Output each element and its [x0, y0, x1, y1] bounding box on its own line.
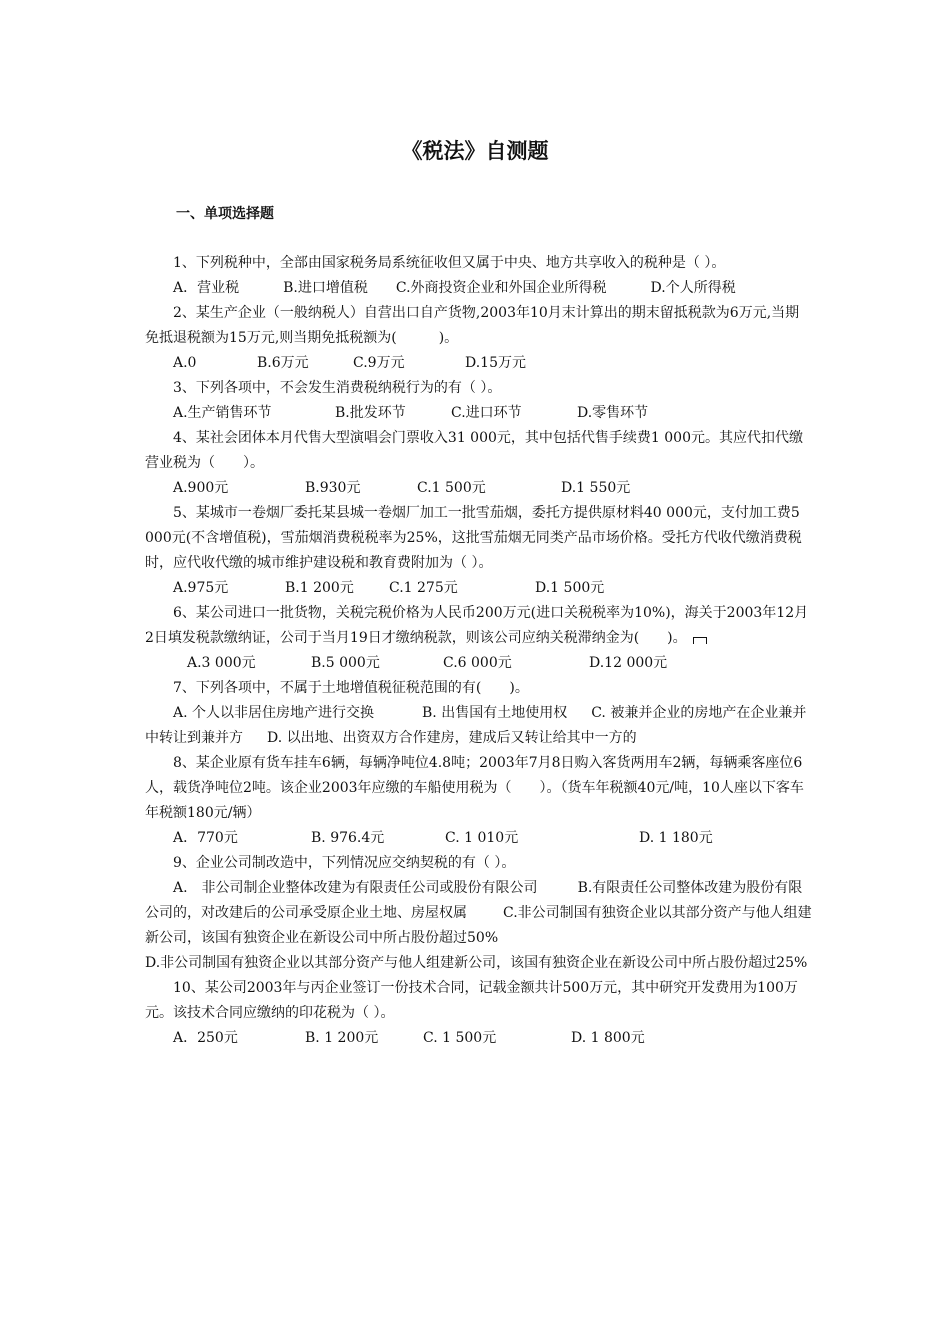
question-9-options-abc: [145, 876, 813, 951]
option-a: A.3 000元: [187, 655, 256, 671]
question-5-stem: 5、某城市一卷烟厂委托某县城一卷烟厂加工一批雪茄烟，委托方提供原材料40 000元，支付加工费5 000元(不含增值税)，雪茄烟消费税税率为25%，这批雪茄烟无同类产品市场价格。受托方代收代缴消费税时，应代收代缴的城市维护建设税和教育费附加为（ ）。: [145, 505, 802, 571]
question-list: [145, 251, 813, 1051]
option-d: D.零售环节: [577, 405, 649, 421]
option-d: D.1 550元: [561, 480, 631, 496]
option-d: D. 1 800元: [571, 1030, 645, 1046]
option-a: A．250元: [173, 1030, 238, 1046]
question-8-stem: 8、某企业原有货车挂车6辆，每辆净吨位4.8吨；2003年7月8日购入客货两用车2辆，每辆乘客座位6人，载货净吨位2吨。该企业2003年应缴的车船使用税为（ ）。（货车年税额40元/吨，10人座以下客车年税额180元/辆）: [145, 755, 804, 821]
option-d: D.1 500元: [535, 580, 605, 596]
option-b: B.930元: [305, 480, 361, 496]
option-b: B.进口增值税: [283, 280, 368, 296]
option-b: B. 1 200元: [305, 1030, 379, 1046]
option-a: A．营业税: [173, 280, 240, 296]
option-d: D.非公司制国有独资企业以其部分资产与他人组建新公司，该国有独资企业在新设公司中所占股份超过25%: [145, 955, 808, 971]
edit-mark-icon: [693, 637, 707, 644]
question-3-stem: 3、下列各项中，不会发生消费税纳税行为的有（ ）。: [173, 380, 502, 396]
option-d: D.15万元: [465, 355, 526, 371]
option-d: D.12 000元: [589, 655, 668, 671]
option-c: C.9万元: [353, 355, 405, 371]
question-4-options: [173, 476, 813, 501]
option-b: B.5 000元: [311, 655, 380, 671]
option-c: C.1 275元: [389, 580, 458, 596]
section-heading: 一、单项选择题: [176, 206, 274, 222]
option-c: C. 1 500元: [423, 1030, 497, 1046]
option-a: A.975元: [173, 580, 229, 596]
option-c: C.外商投资企业和外国企业所得税: [395, 280, 607, 296]
option-b: B.有限责任公司整体改建为股份有限公司的，对改建后的公司承受原企业土地、房屋权属: [145, 880, 803, 921]
question-6-options: [187, 651, 813, 676]
question-5-options: [173, 576, 813, 601]
option-a: A．770元: [173, 830, 238, 846]
question-4-stem: 4、某社会团体本月代售大型演唱会门票收入31 000元，其中包括代售手续费1 000元。其应代扣代缴营业税为（ ）。: [145, 430, 803, 471]
question-2-stem: 2、某生产企业（一般纳税人）自营出口自产货物,2003年10月末计算出的期末留抵税款为6万元,当期免抵退税额为15万元,则当期免抵税额为( )。: [145, 305, 800, 346]
option-b: B.1 200元: [285, 580, 354, 596]
question-1-stem: 1、下列税种中，全部由国家税务局系统征收但又属于中央、地方共享收入的税种是（ ）。: [173, 255, 726, 271]
question-9-stem: 9、企业公司制改造中，下列情况应交纳契税的有（ ）。: [173, 855, 516, 871]
question-10-options: [173, 1026, 813, 1051]
question-7-stem: 7、下列各项中，不属于土地增值税征税范围的有( )。: [173, 680, 529, 696]
question-2-options: [173, 351, 813, 376]
question-3-options: [173, 401, 813, 426]
option-c: C.1 500元: [417, 480, 486, 496]
option-d: D. 以出地、出资双方合作建房，建成后又转让给其中一方的: [267, 730, 637, 746]
option-d: D. 1 180元: [639, 830, 713, 846]
option-a: A.生产销售环节: [173, 405, 272, 421]
option-b: B. 出售国有土地使用权: [422, 705, 568, 721]
option-a: A.0: [173, 355, 197, 371]
question-1-options: [145, 276, 813, 301]
option-c: C.6 000元: [443, 655, 512, 671]
option-b: B. 976.4元: [311, 830, 385, 846]
option-a: A.900元: [173, 480, 229, 496]
question-6-stem-text: 6、某公司进口一批货物，关税完税价格为人民币200万元(进口关税税率为10%)，海关于2003年12月2日填发税款缴纳证，公司于当月19日才缴纳税款，则该公司应纳关税滞纳金为( )。: [145, 605, 809, 646]
question-6-stem: [145, 601, 813, 651]
page-title: 《税法》自测题: [401, 139, 549, 163]
question-10-stem: 10、某公司2003年与丙企业签订一份技术合同，记载金额共计500万元，其中研究开发费用为100万元。该技术合同应缴纳的印花税为（ ）。: [145, 980, 798, 1021]
option-d: D.个人所得税: [650, 280, 736, 296]
option-c: C.进口环节: [451, 405, 522, 421]
option-a: A. 非公司制企业整体改建为有限责任公司或股份有限公司: [173, 880, 538, 896]
question-7-options: [145, 701, 813, 751]
option-c: C. 1 010元: [445, 830, 519, 846]
option-c: C. 被兼并企业的房地产在企业兼并中转让到兼并方: [145, 705, 807, 746]
option-a: A. 个人以非居住房地产进行交换: [173, 705, 375, 721]
option-c: C.非公司制国有独资企业以其部分资产与他人组建新公司，该国有独资企业在新设公司中所占股份超过50%: [145, 905, 812, 946]
option-b: B.6万元: [257, 355, 309, 371]
option-b: B.批发环节: [335, 405, 406, 421]
question-8-options: [173, 826, 813, 851]
